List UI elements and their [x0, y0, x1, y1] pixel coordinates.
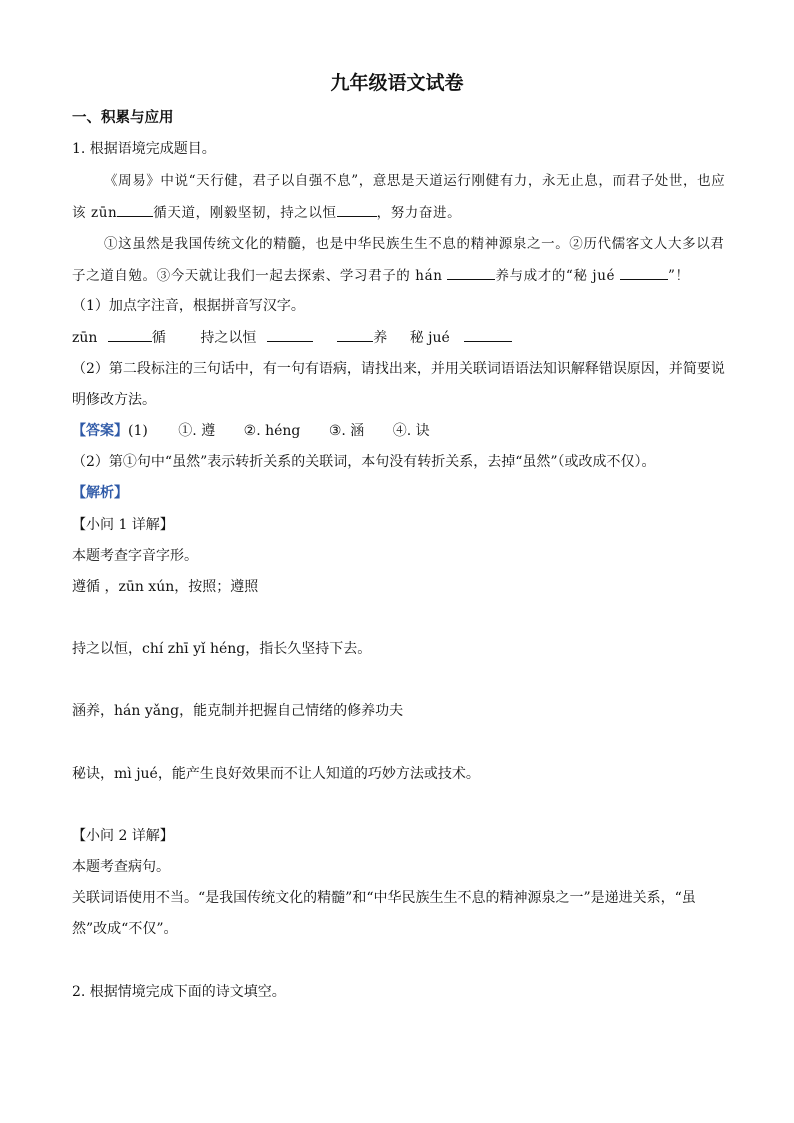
- detail-text: 涵养，hán yǎng，能克制并把握自己情绪的修养功夫: [72, 703, 404, 719]
- sub-question-2-line-1: （2）第二段标注的三句话中，有一句有语病，请找出来，并用关联词语语法知识解释错误原因，并简要说: [72, 361, 725, 377]
- answer-part: (1): [128, 423, 148, 439]
- answer-tag: 【答案】: [72, 423, 128, 439]
- passage-paragraph-2-line-1: ①这虽然是我国传统文化的精髓，也是中华民族生生不息的精神源泉之一。②历代儒客文人大多以君: [104, 236, 725, 252]
- answer-item: ④. 诀: [392, 423, 430, 439]
- blank-label: 循: [151, 330, 166, 346]
- blank-label: 养: [373, 330, 388, 346]
- detail-text: 本题考查字音字形。: [72, 548, 198, 564]
- answer-line-2: （2）第①句中“虽然”表示转折关系的关联词，本句没有转折关系，去掉“虽然”（或改成不仅）。: [72, 454, 656, 470]
- blank-label: 持之以恒: [200, 330, 257, 346]
- analysis-tag: 【解析】: [72, 485, 128, 501]
- detail-text: 秘诀，mì jué，能产生良好效果而不让人知道的巧妙方法或技术。: [72, 766, 480, 782]
- passage-text: 子之道自勉。③今天就让我们一起去探索、学习君子的 hán: [72, 268, 443, 284]
- passage-text: 养与成才的“秘 jué: [495, 268, 616, 284]
- question-1-stem: 1. 根据语境完成题目。: [72, 141, 216, 157]
- passage-paragraph-1-line-2: [72, 202, 461, 223]
- answer-blank[interactable]: [464, 327, 512, 342]
- answer-item: ③. 涵: [328, 423, 365, 439]
- page-title: 九年级语文试卷: [330, 72, 464, 94]
- fill-blank[interactable]: [117, 202, 153, 217]
- detail-text: 本题考查病句。: [72, 859, 170, 875]
- answer-blank[interactable]: [337, 327, 373, 342]
- answer-line-1: [72, 421, 430, 441]
- blank-label: zūn: [72, 330, 98, 346]
- question-2-stem: 2. 根据情境完成下面的诗文填空。: [72, 984, 286, 1000]
- sub-question-2-detail-heading: 【小问 2 详解】: [72, 828, 174, 844]
- passage-text: ”！: [668, 268, 690, 284]
- detail-text: 关联词语使用不当。“是我国传统文化的精髓”和“中华民族生生不息的精神源泉之一”是递进关系，“虽: [72, 890, 696, 906]
- detail-text: 持之以恒，chí zhī yǐ héng，指长久坚持下去。: [72, 641, 372, 657]
- answer-item: ②. héng: [243, 423, 301, 439]
- fill-blank[interactable]: [620, 265, 668, 280]
- answer-item: ①. 遵: [178, 423, 216, 439]
- passage-paragraph-1-line-1: 《周易》中说“天行健，君子以自强不息”，意思是天道运行刚健有力，永无止息，而君子处世，也应: [104, 173, 726, 189]
- sub-question-2-line-2: 明修改方法。: [72, 392, 156, 408]
- section-heading: 一、积累与应用: [72, 109, 174, 126]
- detail-text: 然”改成“不仅”。: [72, 921, 178, 937]
- detail-text: 遵循 ，zūn xún，按照；遵照: [72, 579, 259, 595]
- passage-text: ，努力奋进。: [376, 205, 462, 221]
- passage-paragraph-2-line-2: [72, 265, 690, 286]
- sub-question-1: （1）加点字注音，根据拼音写汉字。: [72, 298, 305, 314]
- fill-blank[interactable]: [447, 265, 495, 280]
- fill-blank[interactable]: [337, 202, 377, 217]
- answer-blank[interactable]: [267, 327, 313, 342]
- passage-text: 循天道，刚毅坚韧，持之以恒: [153, 205, 337, 221]
- passage-text: 该 zūn: [72, 205, 118, 221]
- sub-question-1-detail-heading: 【小问 1 详解】: [72, 517, 174, 533]
- sub-question-1-blanks: [72, 327, 512, 348]
- answer-blank[interactable]: [108, 327, 152, 342]
- blank-label: 秘 jué: [409, 330, 450, 346]
